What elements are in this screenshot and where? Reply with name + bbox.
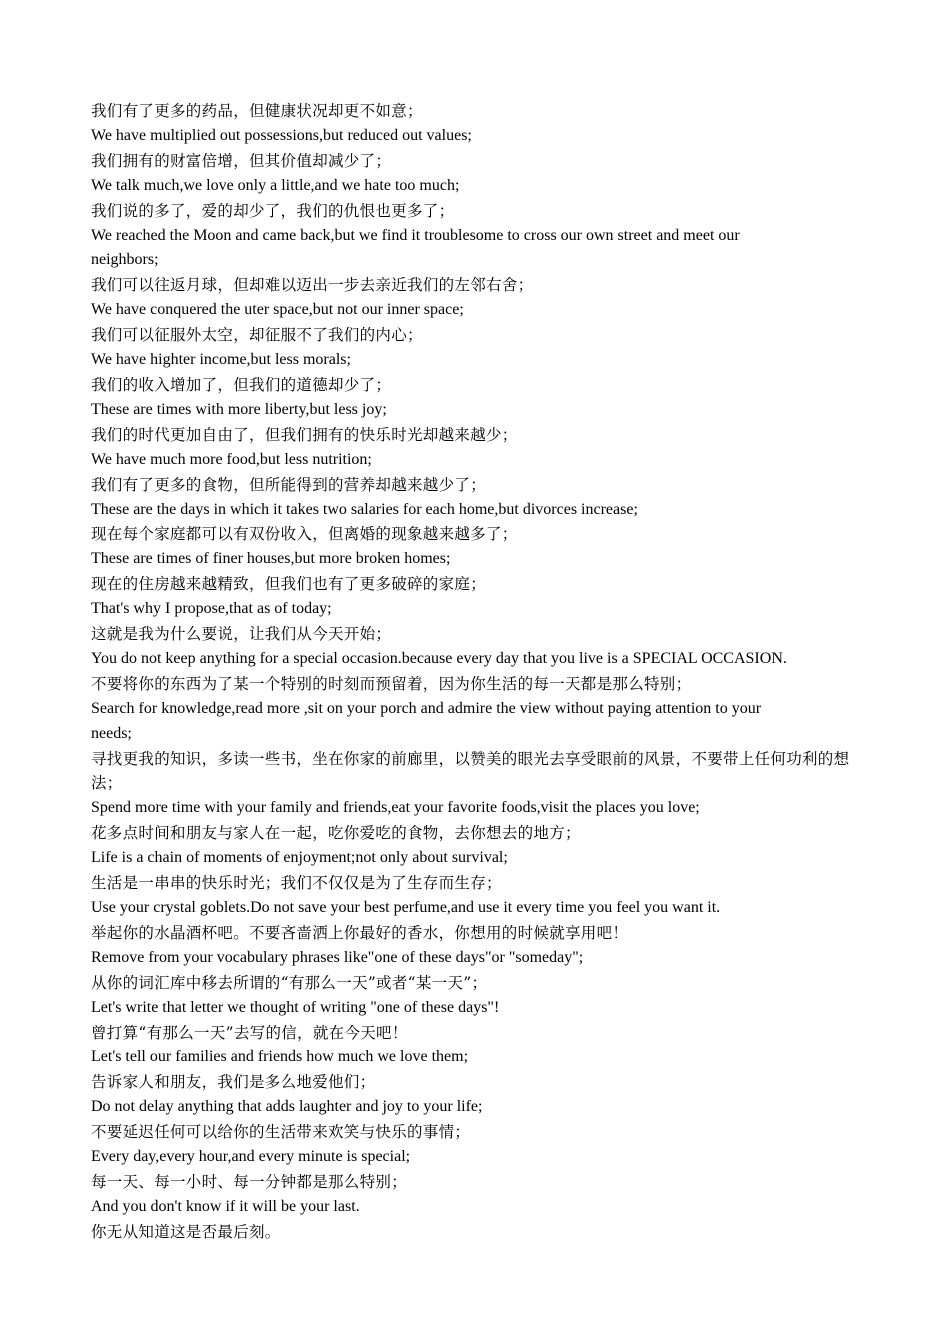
text-line: That's why I propose,that as of today; [91,600,332,618]
text-line: 曾打算“有那么一天”去写的信，就在今天吧！ [91,1023,408,1042]
text-line: We have multiplied out possessions,but reduced out values; [91,126,472,144]
document-body [91,99,866,1245]
text-line: Let's write that letter we thought of writing "one of these days"! [91,998,500,1016]
text-line: Search for knowledge,read more ,sit on your porch and admire the view without paying attention to your needs; [91,699,762,742]
text-line: And you don't know if it will be your last. [91,1197,360,1215]
text-line: Use your crystal goblets.Do not save your best perfume,and use it every time you feel you want it. [91,899,721,916]
text-line: 寻找更我的知识，多读一些书，坐在你家的前廊里，以赞美的眼光去享受眼前的风景，不要带上任何功利的想法； [91,749,850,793]
text-line: We reached the Moon and came back,but we find it troublesome to cross our own street and meet our neighbors; [91,226,740,269]
text-line: 不要延迟任何可以给你的生活带来欢笑与快乐的事情； [91,1123,471,1142]
text-line: You do not keep anything for a special occasion.because every day that you live is a SPECIAL OCCASION. [91,649,787,667]
text-line: 我们有了更多的药品，但健康状况却更不如意； [91,102,423,120]
text-line: 每一天、每一小时、每一分钟都是那么特别； [91,1172,408,1191]
text-line: Life is a chain of moments of enjoyment;not only about survival; [91,849,508,867]
text-line: We have much more food,but less nutrition; [91,450,372,468]
text-line: These are times of finer houses,but more broken homes; [91,550,451,568]
text-line: 从你的词汇库中移去所谓的“有那么一天”或者“某一天”； [91,973,488,992]
text-line: 现在每个家庭都可以有双份收入，但离婚的现象越来越多了； [91,525,518,544]
text-line: 我们说的多了，爱的却少了，我们的仇恨也更多了； [91,201,455,220]
text-line: Every day,every hour,and every minute is special; [91,1148,411,1166]
text-line: 我们的收入增加了，但我们的道德却少了； [91,375,392,394]
text-line: These are the days in which it takes two salaries for each home,but divorces increase; [91,500,638,518]
text-line: We have conquered the uter space,but not our inner space; [91,301,464,319]
text-line: These are times with more liberty,but less joy; [91,400,387,418]
text-line: We talk much,we love only a little,and we hate too much; [91,176,460,194]
text-line: 我们可以征服外太空，却征服不了我们的内心； [91,326,423,345]
text-line: 你无从知道这是否最后刻。 [91,1222,281,1241]
text-line: 我们可以往返月球，但却难以迈出一步去亲近我们的左邻右舍； [91,276,534,295]
text-line: Remove from your vocabulary phrases like"one of these days"or "someday"; [91,948,584,966]
text-line: 生活是一串串的快乐时光；我们不仅仅是为了生存而生存； [91,874,502,893]
text-line: 举起你的水晶酒杯吧。不要吝啬洒上你最好的香水，你想用的时候就享用吧！ [91,923,629,942]
text-line: Do not delay anything that adds laughter and joy to your life; [91,1098,483,1116]
text-line: 告诉家人和朋友，我们是多么地爱他们； [91,1073,376,1092]
text-line: Let's tell our families and friends how much we love them; [91,1048,469,1066]
text-line: 这就是我为什么要说，让我们从今天开始； [91,625,392,644]
text-line: 我们有了更多的食物，但所能得到的营养却越来越少了； [91,475,487,494]
text-line: 我们拥有的财富倍增，但其价值却减少了； [91,151,392,170]
text-line: 现在的住房越来越精致，但我们也有了更多破碎的家庭； [91,575,487,594]
text-line: 花多点时间和朋友与家人在一起，吃你爱吃的食物，去你想去的地方； [91,824,581,843]
text-line: 不要将你的东西为了某一个特别的时刻而预留着，因为你生活的每一天都是那么特别； [91,674,692,693]
text-line: 我们的时代更加自由了，但我们拥有的快乐时光却越来越少； [91,425,518,444]
text-line: Spend more time with your family and friends,eat your favorite foods,visit the places you love; [91,799,700,817]
text-line: We have highter income,but less morals; [91,351,351,369]
